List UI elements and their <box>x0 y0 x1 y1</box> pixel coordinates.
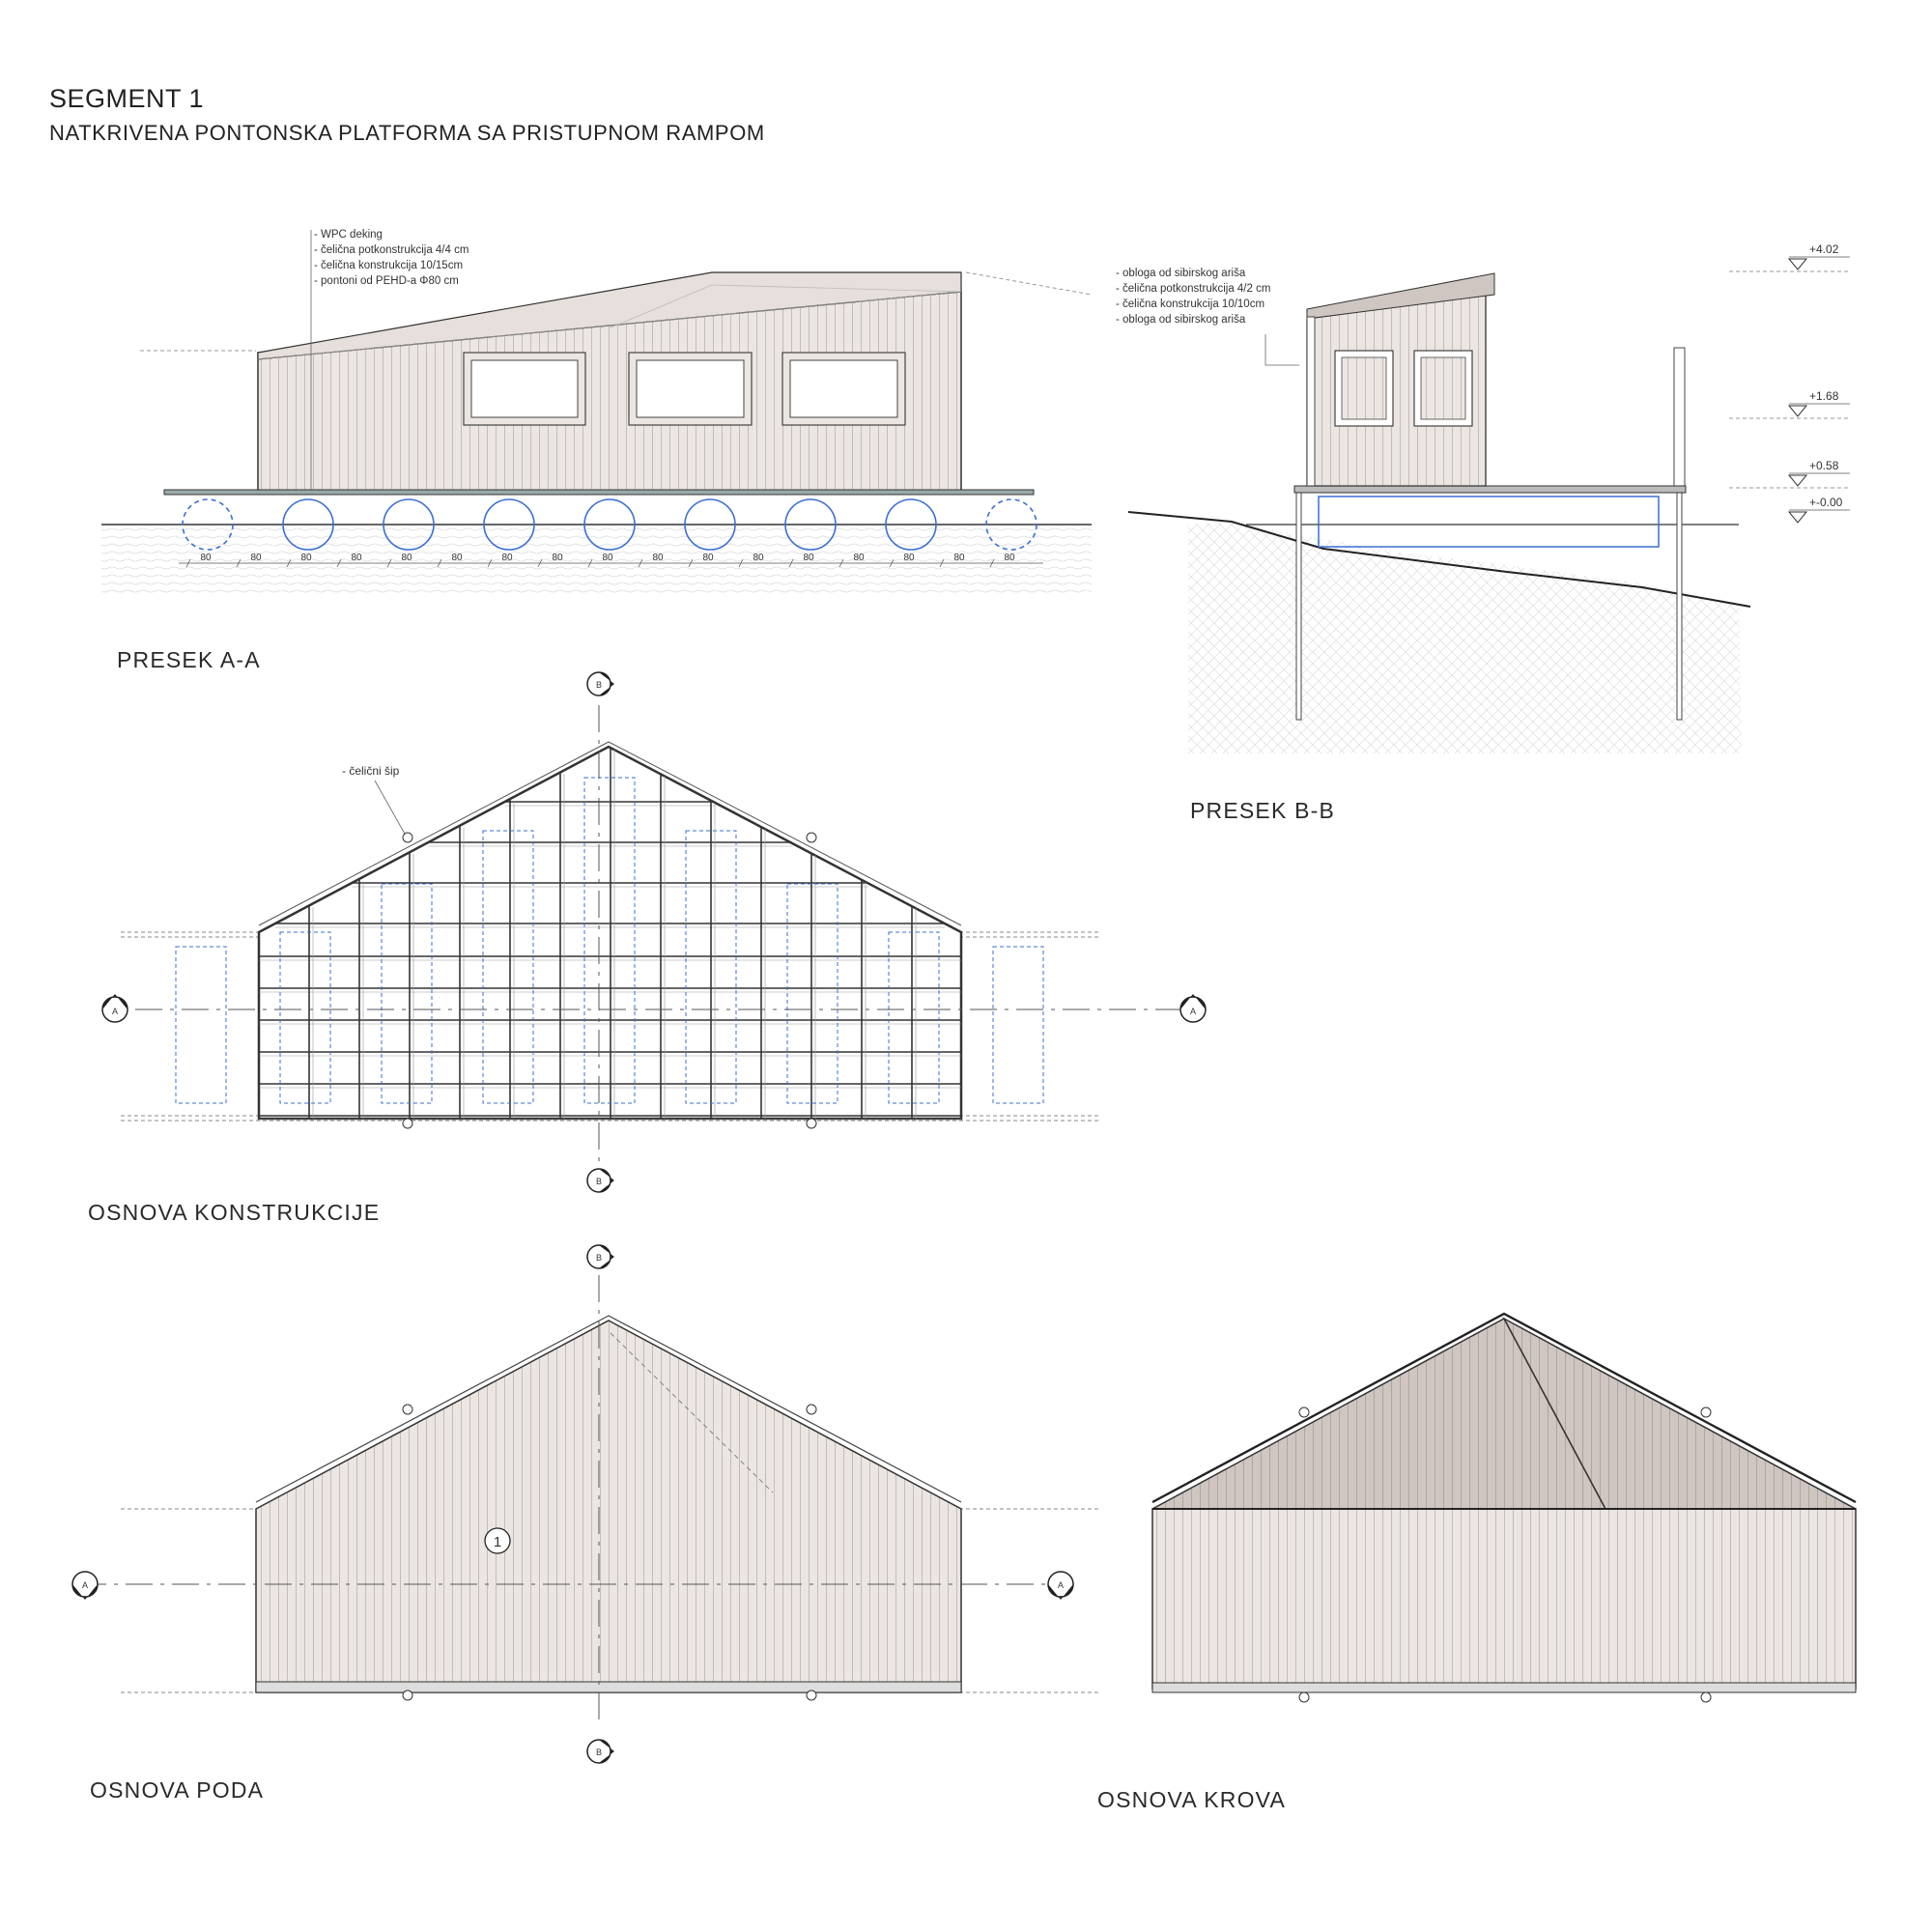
dimension-label: 80 <box>702 553 714 563</box>
section-marker-a-right <box>1180 994 1206 1022</box>
section-marker-b-top <box>587 1245 614 1268</box>
dimension-label: 80 <box>250 553 262 563</box>
svg-text:+1.68: +1.68 <box>1809 389 1839 403</box>
pile-marker <box>1701 1407 1711 1417</box>
pile-marker <box>807 1405 816 1414</box>
pile-marker <box>1299 1692 1309 1702</box>
section-marker-a-left <box>102 994 128 1022</box>
dimension-label: 80 <box>652 553 664 563</box>
level-marker <box>1729 242 1850 271</box>
caption-section-aa: PRESEK A-A <box>117 647 261 672</box>
dimension-label: 80 <box>200 553 212 563</box>
pile <box>1677 488 1682 720</box>
svg-text:B: B <box>595 1177 603 1186</box>
pontoon-outline <box>993 947 1043 1103</box>
section-marker-b-top <box>587 672 614 696</box>
dimension-label: 80 <box>753 553 764 563</box>
pile-marker <box>1299 1407 1309 1417</box>
caption-structure-plan: OSNOVA KONSTRUKCIJE <box>88 1200 381 1225</box>
note-line: - čelična konstrukcija 10/15cm <box>314 260 464 271</box>
level-marker <box>1729 389 1850 418</box>
dimension-label: 80 <box>853 553 865 563</box>
level-marker <box>1729 459 1850 488</box>
dimension-label: 80 <box>501 553 513 563</box>
page-subtitle: NATKRIVENA PONTONSKA PLATFORMA SA PRISTUPNOM RAMPOM <box>49 121 765 145</box>
pile <box>1296 488 1301 720</box>
note-line: - čelična konstrukcija 10/10cm <box>1116 298 1265 310</box>
section-aa-drawing <box>101 229 1092 597</box>
note-line: - obloga od sibirskog ariša <box>1116 314 1246 326</box>
roof-plan-drawing <box>1152 1314 1856 1702</box>
svg-text:+4.02: +4.02 <box>1809 242 1839 256</box>
pontoon-outline <box>176 947 226 1103</box>
section-marker-b-bottom <box>587 1740 614 1763</box>
pile-marker <box>403 1405 412 1414</box>
svg-text:B: B <box>595 1747 603 1757</box>
section-bb-drawing <box>1116 242 1850 753</box>
caption-section-bb: PRESEK B-B <box>1190 798 1336 823</box>
railing-post <box>1674 348 1685 493</box>
deck <box>1294 486 1686 493</box>
dimension-label: 80 <box>451 553 463 563</box>
dimension-label: 80 <box>351 553 362 563</box>
caption-floor-plan: OSNOVA PODA <box>90 1777 265 1803</box>
pile-marker <box>807 1690 816 1700</box>
pile-marker <box>403 833 412 842</box>
note-leader <box>1265 334 1299 365</box>
section-marker-a-right <box>1048 1572 1073 1600</box>
pile-marker <box>1701 1692 1711 1702</box>
svg-text:B: B <box>595 1253 603 1263</box>
note-line: - čelična potkonstrukcija 4/2 cm <box>1116 283 1271 295</box>
dimension-label: 80 <box>1004 553 1015 563</box>
note-line: - obloga od sibirskog ariša <box>1116 268 1246 279</box>
svg-text:A: A <box>81 1580 89 1590</box>
pile-marker <box>403 1690 412 1700</box>
svg-text:A: A <box>1057 1580 1065 1590</box>
svg-text:+0.58: +0.58 <box>1809 459 1839 472</box>
dimension-label: 80 <box>803 553 814 563</box>
svg-text:+-0.00: +-0.00 <box>1809 496 1843 509</box>
pile-marker <box>807 833 816 842</box>
dimension-label: 80 <box>903 553 915 563</box>
ground-hatch <box>1188 522 1742 753</box>
svg-text:1: 1 <box>493 1534 502 1550</box>
deck <box>164 490 1034 495</box>
pile-marker <box>403 1119 412 1128</box>
leader-dashed <box>966 272 1092 295</box>
svg-text:A: A <box>1189 1007 1197 1016</box>
dimension-label: 80 <box>953 553 965 563</box>
note-line: - čelična potkonstrukcija 4/4 cm <box>314 244 469 256</box>
section-marker-b-bottom <box>587 1169 614 1192</box>
structure-plan-drawing <box>102 672 1206 1192</box>
svg-text:A: A <box>111 1007 119 1016</box>
section-marker-a-left <box>72 1572 98 1600</box>
level-marker <box>1789 496 1850 523</box>
room-number-marker <box>485 1528 510 1553</box>
pontoon-box <box>1319 497 1659 547</box>
floor-outline <box>256 1321 961 1692</box>
dimension-label: 80 <box>602 553 613 563</box>
dimension-label: 80 <box>300 553 312 563</box>
note-line: - pontoni od PEHD-a Φ80 cm <box>314 275 459 287</box>
floor-plan-drawing <box>72 1245 1101 1763</box>
caption-roof-plan: OSNOVA KROVA <box>1097 1787 1287 1812</box>
dimension-label: 80 <box>401 553 412 563</box>
dimension-label: 80 <box>552 553 563 563</box>
pile-marker <box>807 1119 816 1128</box>
svg-text:B: B <box>595 680 603 690</box>
roof-lower-part <box>1152 1509 1856 1689</box>
note-line: - WPC deking <box>314 229 383 241</box>
page-title: SEGMENT 1 <box>49 84 205 113</box>
note-line: - čelični šip <box>342 764 400 778</box>
